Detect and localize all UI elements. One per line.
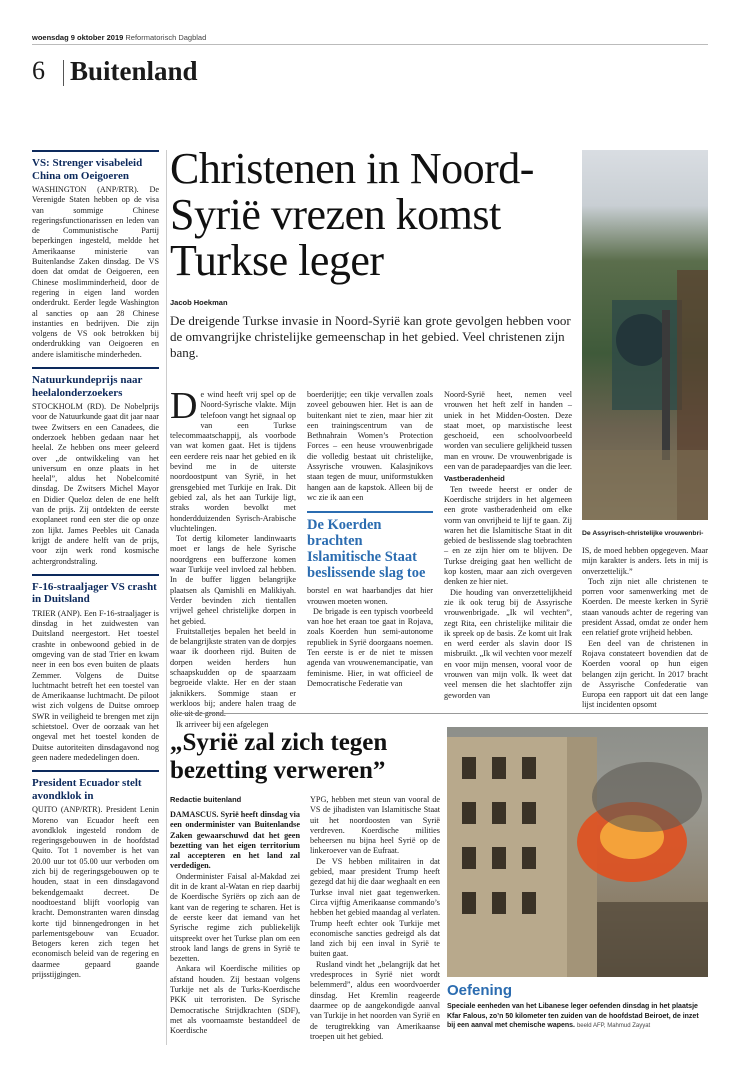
paragraph: Toch zijn niet alle christenen te porren voor samenwerking met de Koerden. De meeste kerken in Syrië staan vanouds achter de regering van president Assad, omdat ze onder hem een relatief grote vrijheid hebben. (582, 576, 708, 638)
page-number: 6 (32, 56, 45, 85)
paragraph: boerderijtje; een tikje vervallen zoals zoveel gebouwen hier. Het is aan de buitenkant niet te zien, maar hier zit een trainingscentrum van de Bethnahrain Women’s Protection Forces – een heuse vrouwenbrigade die volledig bestaat uit christelijke, Assyrische vrouwen. Kalasjnikovs staan tegen de muur, uniformstukken hangen aan de kapstok. Alleen bij de wc zie ik aan een (307, 390, 433, 502)
paragraph: Ankara wil Koerdische milities op afstand houden. Zij bestaan volgens Turkije net als de Turks-Koerdische PKK uit terroristen. De Syrische Democratische Strijdkrachten (SDF), met als voornaamste bestanddeel de Koerdische (170, 964, 300, 1036)
article-byline: Jacob Hoekman (170, 298, 228, 307)
article-headline: Christenen in Noord-Syrië vrezen komst Turkse leger (170, 144, 534, 285)
article-column-1 (170, 385, 296, 730)
paragraph: e wind heeft vrij spel op de Noord-Syrische vlakte. Mijn telefoon vangt het signaal op van een Turkse telecommaatschappij, als voorbode van wat komen gaat. Het is tijdens een eerdere reis naar het gebied en ik bevind me in de uiterste noordoostpunt van Syrië, in het grensgebied met Turkije en Irak. Dit gebied zal, als het aan Turkije ligt, straks worden bevolkt met honderdduizenden Syrisch-Arabische vluchtelingen. (170, 390, 296, 533)
paragraph: De brigade is een typisch voorbeeld van hoe het eraan toe gaat in Rojava, zoals Koerden hun semi-autonome republiek in Syrië doorgaans noemen. Ten eerste is er de niet te missen agenda van vrouwenemancipatie, van feminisme. Hier, in wat officieel de Democratische Federatie van (307, 606, 433, 688)
paper-name: Reformatorisch Dagblad (125, 33, 207, 42)
brigade-photo-illustration (582, 150, 708, 520)
article2-byline: Redactie buitenland (170, 795, 242, 804)
photo-box-caption-text: Speciale eenheden van het Libanese leger oefenden dinsdag in het plaatsje Kfar Falous, zo’n 50 kilometer ten zuiden van de hoofdstad Beiroet, de inzet bij een aanval met chemische wapens. (447, 1003, 699, 1029)
sidebar-item-body: TRIER (ANP). Een F-16-straaljager is dinsdag in het zuidwesten van Duitsland neergestort. Het toestel crashte in onbewoond gebied in de omgeving van de stad Trier en kwam neer in een bos even buiten de plaats Zemmer. Volgens de Duitse luchtmacht betreft het een toestel van de Amerikaanse luchtmacht. De piloot wist zich volgens de Duitse omroep SWR in veiligheid te brengen met zijn schietstoel. Over de oorzaak van het ongeval met het toestel konden de Duitse autoriteiten dinsdagavond nog geen nadere mededelingen doen. (32, 608, 159, 762)
exercise-photo (447, 727, 708, 977)
paragraph: Noord-Syrië heet, nemen veel vrouwen het heft zelf in handen – uniek in het Midden-Oosten. Deze staat moet, op marxistische leest geschoeid, een schoolvoorbeeld worden van seculiere gelijkheid tussen man en vrouw. De vrouwenbrigade is een van de paradepaardjes van die leer. (444, 390, 572, 472)
article-photo (582, 150, 708, 520)
photo-box-caption (447, 1002, 708, 1032)
photo-box-title: Oefening (447, 982, 513, 999)
paragraph: IS, de moed hebben opgegeven. Maar mijn karakter is anders. Iets in mij is onverzettelijk.” (582, 546, 708, 576)
paragraph: Ik arriveer bij een afgelegen (176, 719, 269, 729)
sidebar-item-title: F-16-straaljager VS crasht in Duitsland (32, 580, 157, 606)
sidebar-item-body: QUITO (ANP/RTR). President Lenin Moreno van Ecuador heeft een avondklok ingesteld rondom de regeringsgebouwen in de hoofdstad Quito. Tot 1 november is het van 20.00 uur tot 05.00 uur verboden om zich bij de regeringsgebouwen op te houden, staat in een dinsdagavond bekendgemaakt decreet. De noodtoestand blijft voorlopig van kracht. Demonstranten waren dinsdag korte tijd binnengedrongen in het parlementsgebouw van Ecuador. Betogers keren zich tegen het economisch beleid van de regering en daarmee gepaard gaande prijsstijgingen. (32, 805, 159, 979)
article-lead: De dreigende Turkse invasie in Noord-Syrië kan grote gevolgen hebben voor de omvangrijke christelijke gemeenschap in het gebied. Veel christenen zijn bang. (170, 313, 571, 360)
photo-credit: beeld AFP, Mahmud Zayyat (576, 1023, 651, 1029)
sidebar-item-title: President Ecuador stelt avondklok in (32, 777, 142, 802)
section-title: Buitenland (70, 56, 198, 86)
paragraph: Onderminister Faisal al-Makdad zei dit in de krant al-Watan en riep daarbij de Koerdische Syriërs op zich aan de kant van de regering te scharen. Het is de eerste keer dat iemand van het Syrische regime zich publiekelijk uitspreekt over het Turkse plan om een strook land langs de grens in Syrië te bezetten. (170, 871, 300, 964)
paragraph: borstel en wat haarbandjes dat hier vrouwen moeten wonen. (307, 586, 433, 606)
subheading: Vastberadenheid (444, 474, 505, 484)
paragraph: Tot dertig kilometer landinwaarts moet er langs de hele Syrische noordgrens een bufferzone komen waar Turkije veel invloed zal hebben. In de buffer liggen belangrijke plaatsen als Qamishli en Malikiyah. Verder bevinden zich tientallen vrijwel geheel christelijke dorpen in het gebied. (170, 534, 296, 626)
article-column-3 (444, 390, 572, 701)
sidebar-item-body: STOCKHOLM (RD). De Nobelprijs voor de Natuurkunde gaat dit jaar naar twee Zwitsers en een Canadees, die onderzoek hebben gedaan naar het heelal. Ze hebben ons meer geleerd over „de ontwikkeling van het universum en onze plaats in het heelal”, aldus het Nobelcomité dinsdag. De Zwitsers Michel Mayor en Didier Queloz delen de ene helft van de prijs. Zij ontdekten de eerste exoplaneet rond een ster die op onze zon lijkt. James Peebles uit Canada krijgt de andere helft van de prijs, voor zijn werk rond kosmische achtergrondstraling. (32, 402, 159, 566)
paragraph: YPG, hebben met steun van vooral de VS de jihadisten van Islamitische Staat uit het noordoosten van Syrië verdreven. Koerdische milities beheersen nu bijna heel Syrië op de linkeroever van de Eufraat. (310, 795, 440, 856)
date-line (32, 33, 206, 42)
sidebar-item-body: WASHINGTON (ANP/RTR). De Verenigde Staten hebben op de visa van sommige Chinese regeringsfunctionarissen en leden van de Communistische Partij beperkingen ingesteld, meldde het Amerikaanse ministerie van Buitenlandse Zaken dinsdag. De VS doen dat omdat de Oeigoeren, een Chinese moslimminderheid, door de regering in eigen land worden onderdrukt. Eerder legde Washington al sancties op aan 28 Chinese instanties en bedrijven. Die zijn volgens de VS ook betrokken bij onderdrukking van Oeigoeren en andere islamitische minderheden. (32, 185, 159, 359)
paragraph: Fruitstalletjes bepalen het beeld in de belangrijkste straten van de dorpjes waar ik doorheen rijd. Buiten de dorpen weiden herders hun schaapskudden op de spaarzaam begroeide vlakte. Her en der staan jaknikkers. Sommige staan er werkloos bij; andere halen traag de olie uit de grond. (170, 626, 296, 719)
article-column-4 (582, 546, 708, 711)
article2-column-1 (170, 810, 300, 1037)
article-column-2 (307, 390, 433, 689)
paragraph: Die houding van onverzettelijkheid zie ik ook terug bij de Assyrische vrouwenbrigade. „Ik wil vechten”, zegt Rita, een christelijke militair die ik spreek op de basis. Ze komt uit Irak en werd eerder als slavin door IS misbruikt. „Ik wil vechten voor mezelf en voor mijn mensen, vooral voor de vrouwen van mijn volk. Ik weet dat veel mensen die het slachtoffer zijn geworden van (444, 587, 572, 700)
sidebar-item-title: Natuurkundeprijs naar heelalonderzoekers (32, 374, 143, 399)
date-text: woensdag 9 oktober 2019 (32, 33, 124, 42)
article2-lead: DAMASCUS. Syrië heeft dinsdag via een onderminister van Buitenlandse Zaken gewaarschuwd dat het geen bezetting van het eigen territorium zal accepteren en het land zal verdedigen. (170, 810, 300, 871)
drop-cap: D (170, 385, 198, 427)
exercise-photo-illustration (447, 727, 708, 977)
pull-quote: De Koerden brachten Islamitische Staat beslissende slag toe (307, 511, 433, 581)
sidebar-item (32, 157, 159, 360)
paragraph: Een deel van de christenen in Rojava constateert bovendien dat de Koerden vooral op hun eigen belangen zijn gericht. In 2017 bracht de Assyrische Confederatie van Europa een rapport uit dat een lange lijst incidenten opsomt (582, 638, 708, 710)
photo-caption: De Assyrisch-christelijke vrouwenbri- (582, 530, 704, 537)
sidebar-item (32, 374, 159, 567)
sidebar-item (32, 581, 159, 763)
paragraph: Ten tweede heerst er onder de Koerdische strijders in het algemeen een grote vastberadenheid om elke vorm van onvrijheid te lijf te gaan. Zij waren het die Islamitische Staat in dit gebied de beslissende slag toebrachten – en ze zijn hier om te blijven. De Turkse dreiging gaat hen wellicht de kop kosten, maar aan zich overgeven denken ze hier niet. (444, 484, 572, 587)
sidebar-item-title: VS: Strenger visabeleid China om Oeigoeren (32, 157, 143, 182)
sidebar-item (32, 777, 159, 980)
paragraph: De VS hebben militairen in dat gebied, maar president Trump heeft gezegd dat hij die daar weghaalt en een Turkse inval niet gaat tegenwerken. Circa vijftig Amerikaanse commando’s hebben het gebied maandag al verlaten. Trump heeft echter ook Turkije met economische sancties gedreigd als dat land zich bij een inval in Syrië te buiten gaat. (310, 856, 440, 959)
paragraph: Rusland vindt het „belangrijk dat het vredesproces in Syrië niet wordt belemmerd”, aldus een woordvoerder dinsdag. Het Kremlin reageerde daarmee op de aangekondigde aanval van Turkije in het noorden van Syrië en de terugtrekking van Amerikaanse troepen uit het gebied. (310, 959, 440, 1041)
article2-column-2 (310, 795, 440, 1042)
article2-headline: „Syrië zal zich tegen bezetting verweren” (170, 729, 388, 784)
sidebar (32, 150, 159, 980)
